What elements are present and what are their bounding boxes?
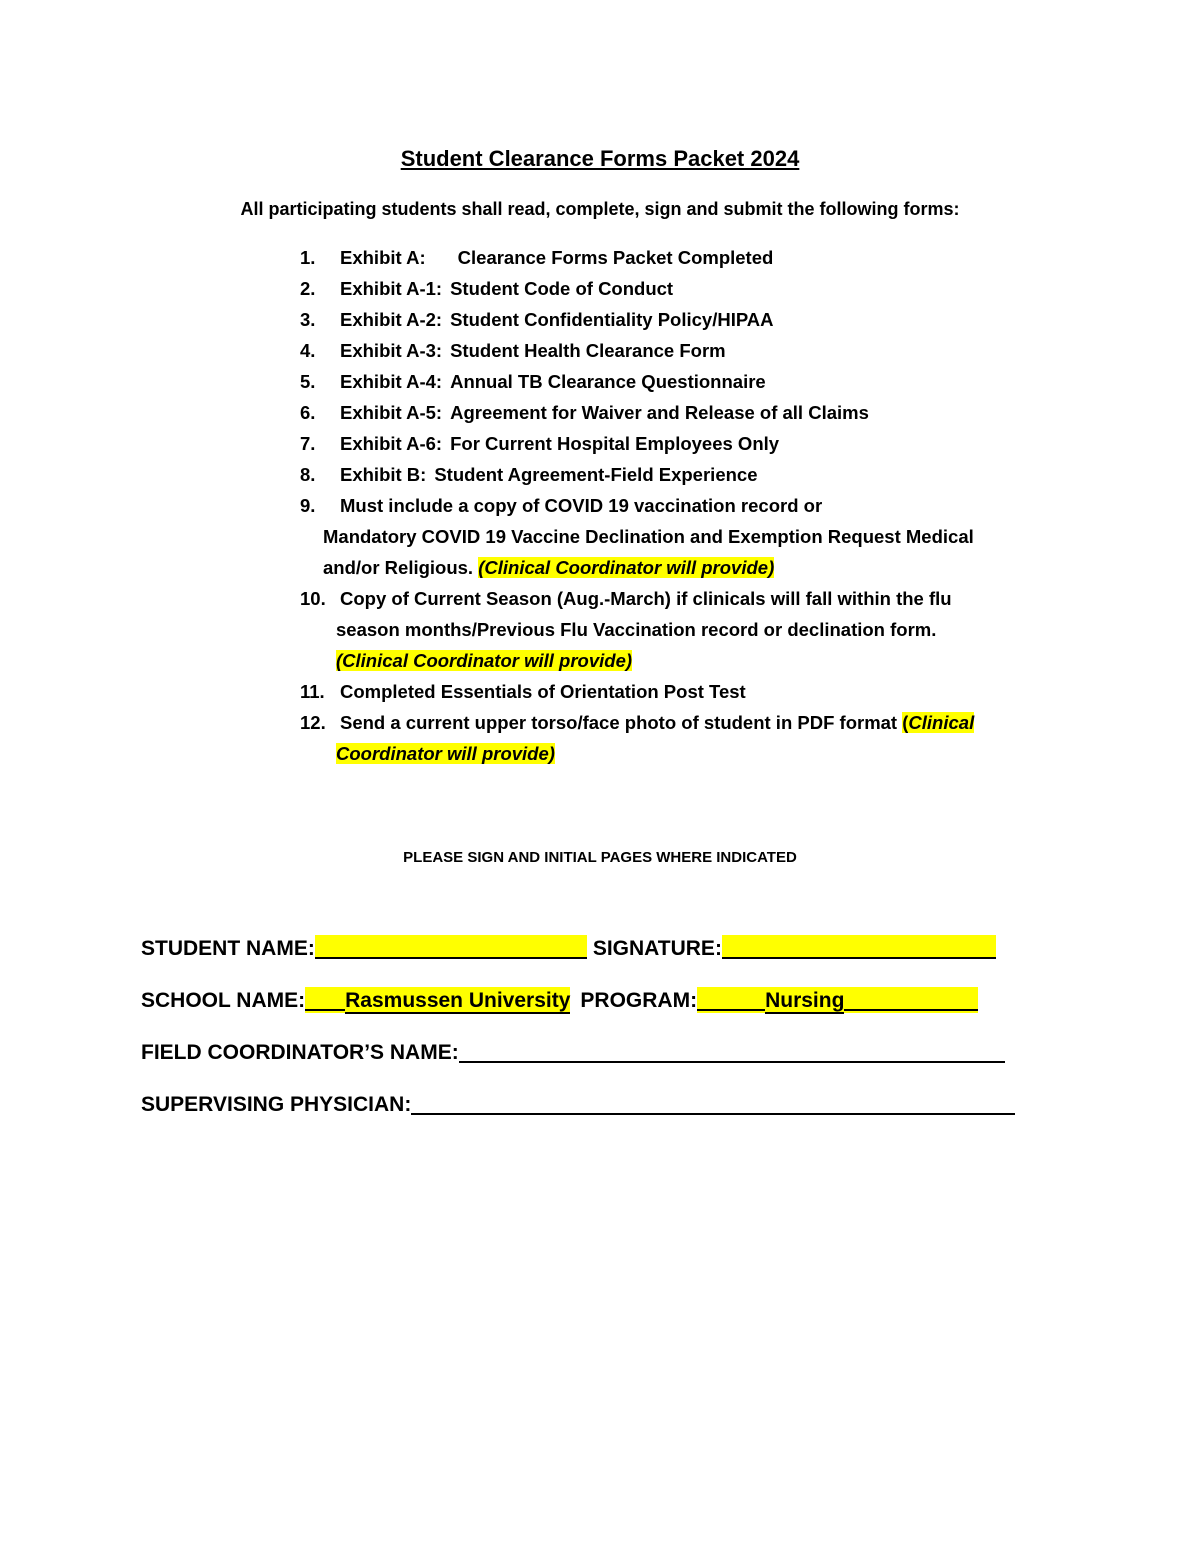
supervising-physician-field[interactable] bbox=[411, 1091, 1015, 1115]
item-number: 5. bbox=[300, 371, 316, 392]
document-title: Student Clearance Forms Packet 2024 bbox=[400, 146, 800, 171]
student-name-field[interactable] bbox=[315, 935, 587, 959]
item-text: Completed Essentials of Orientation Post Test bbox=[340, 681, 746, 702]
coordinator-note: Coordinator will provide) bbox=[336, 743, 555, 764]
school-name-field[interactable] bbox=[305, 987, 570, 1013]
item-number: 3. bbox=[300, 309, 316, 330]
exhibit-title: Clearance Forms Packet Completed bbox=[457, 247, 774, 268]
student-name-row bbox=[141, 935, 996, 961]
student-name-label: STUDENT NAME: bbox=[141, 937, 315, 960]
coordinator-note: (Clinical Coordinator will provide) bbox=[478, 557, 775, 578]
item-text-line: season months/Previous Flu Vaccination record or declination form. bbox=[336, 619, 937, 640]
field-coordinator-label: FIELD COORDINATOR’S NAME: bbox=[141, 1041, 459, 1064]
list-item bbox=[300, 273, 1060, 304]
list-item bbox=[300, 428, 1060, 459]
item-number: 12. bbox=[300, 712, 326, 733]
list-item bbox=[300, 459, 1060, 490]
item-text-line: Must include a copy of COVID 19 vaccination record or bbox=[340, 495, 823, 516]
program-field[interactable] bbox=[697, 987, 978, 1013]
list-item bbox=[300, 366, 1060, 397]
school-name-row bbox=[141, 987, 978, 1013]
exhibit-code: Exhibit A-2: bbox=[340, 309, 443, 330]
item-number: 6. bbox=[300, 402, 316, 423]
coordinator-note: (Clinical Coordinator will provide) bbox=[336, 650, 633, 671]
exhibit-title: Student Agreement-Field Experience bbox=[434, 464, 758, 485]
exhibit-title: Student Confidentiality Policy/HIPAA bbox=[450, 309, 774, 330]
list-item bbox=[300, 242, 1060, 273]
exhibit-code: Exhibit A: bbox=[340, 247, 426, 268]
field-coordinator-field[interactable] bbox=[459, 1039, 1005, 1063]
list-item bbox=[300, 676, 1060, 707]
list-item bbox=[300, 583, 1060, 676]
supervising-physician-label: SUPERVISING PHYSICIAN: bbox=[141, 1093, 412, 1116]
coordinator-note: Clinical bbox=[908, 712, 975, 733]
sign-instructions: PLEASE SIGN AND INITIAL PAGES WHERE INDICATED bbox=[403, 849, 797, 866]
exhibit-code: Exhibit A-4: bbox=[340, 371, 443, 392]
list-item bbox=[300, 304, 1060, 335]
exhibit-title: Student Health Clearance Form bbox=[450, 340, 726, 361]
exhibit-code: Exhibit A-1: bbox=[340, 278, 443, 299]
exhibit-code: Exhibit B: bbox=[340, 464, 427, 485]
item-text-line: and/or Religious. bbox=[323, 557, 474, 578]
school-name-label: SCHOOL NAME: bbox=[141, 989, 306, 1012]
field-coordinator-row bbox=[141, 1039, 1005, 1065]
item-number: 4. bbox=[300, 340, 316, 361]
item-number: 9. bbox=[300, 495, 316, 516]
item-number: 7. bbox=[300, 433, 316, 454]
signature-label: SIGNATURE: bbox=[592, 937, 722, 960]
item-text-line: Send a current upper torso/face photo of student in PDF format bbox=[340, 712, 898, 733]
item-number: 8. bbox=[300, 464, 316, 485]
forms-list bbox=[300, 242, 1060, 769]
signature-field[interactable] bbox=[722, 935, 996, 959]
item-number: 11. bbox=[300, 681, 325, 702]
exhibit-code: Exhibit A-6: bbox=[340, 433, 443, 454]
list-item bbox=[300, 707, 1060, 769]
list-item bbox=[300, 490, 1060, 583]
note-open-paren: ( bbox=[902, 712, 909, 733]
supervising-physician-row bbox=[141, 1091, 1015, 1117]
exhibit-code: Exhibit A-5: bbox=[340, 402, 443, 423]
program-value: Nursing bbox=[765, 989, 845, 1012]
item-number: 2. bbox=[300, 278, 316, 299]
item-number: 1. bbox=[300, 247, 316, 268]
intro-text: All participating students shall read, complete, sign and submit the following forms: bbox=[240, 199, 960, 219]
program-label: PROGRAM: bbox=[580, 989, 698, 1012]
exhibit-title: For Current Hospital Employees Only bbox=[450, 433, 780, 454]
item-number: 10. bbox=[300, 588, 326, 609]
exhibit-code: Exhibit A-3: bbox=[340, 340, 443, 361]
exhibit-title: Annual TB Clearance Questionnaire bbox=[450, 371, 766, 392]
item-text-line: Mandatory COVID 19 Vaccine Declination and Exemption Request Medical bbox=[323, 526, 974, 547]
list-item bbox=[300, 335, 1060, 366]
exhibit-title: Student Code of Conduct bbox=[450, 278, 674, 299]
list-item bbox=[300, 397, 1060, 428]
item-text-line: Copy of Current Season (Aug.-March) if clinicals will fall within the flu bbox=[340, 588, 952, 609]
exhibit-title: Agreement for Waiver and Release of all Claims bbox=[450, 402, 869, 423]
school-name-value: Rasmussen University bbox=[345, 989, 571, 1012]
